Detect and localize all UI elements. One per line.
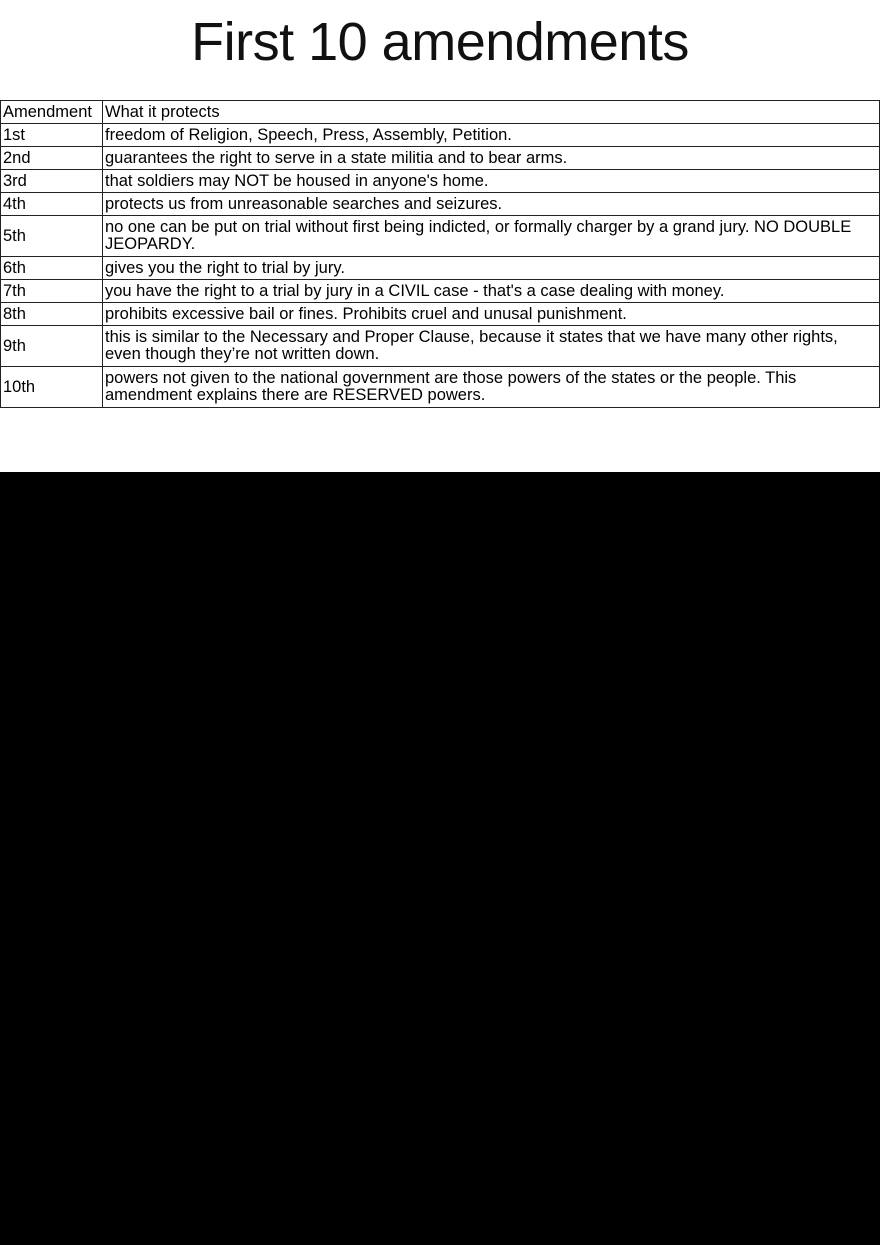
amendment-cell: 9th [1,326,103,367]
protects-cell: freedom of Religion, Speech, Press, Assembly, Petition. [103,124,880,147]
amendments-table [0,100,880,408]
amendment-cell: 2nd [1,147,103,170]
table-row [1,170,880,193]
table-header-row [1,101,880,124]
table-row [1,124,880,147]
protects-cell: that soldiers may NOT be housed in anyone's home. [103,170,880,193]
document-page [0,0,880,472]
protects-cell: prohibits excessive bail or fines. Prohibits cruel and unusal punishment. [103,303,880,326]
column-header-what-it-protects: What it protects [103,101,880,124]
amendment-cell: 4th [1,193,103,216]
protects-cell: you have the right to a trial by jury in a CIVIL case - that's a case dealing with money. [103,280,880,303]
table-row [1,280,880,303]
amendment-cell: 1st [1,124,103,147]
blank-black-area [0,472,880,1245]
page-title: First 10 amendments [191,12,689,72]
protects-cell: this is similar to the Necessary and Proper Clause, because it states that we have many other rights, even though they’re not written down. [103,326,880,367]
table-row [1,257,880,280]
protects-cell: guarantees the right to serve in a state militia and to bear arms. [103,147,880,170]
amendment-cell: 3rd [1,170,103,193]
table-row [1,147,880,170]
protects-cell: no one can be put on trial without first being indicted, or formally charger by a grand jury. NO DOUBLE JEOPARDY. [103,216,880,257]
protects-cell: protects us from unreasonable searches and seizures. [103,193,880,216]
amendment-cell: 8th [1,303,103,326]
column-header-amendment: Amendment [1,101,103,124]
table-row [1,216,880,257]
amendment-cell: 5th [1,216,103,257]
table-row [1,193,880,216]
protects-cell: gives you the right to trial by jury. [103,257,880,280]
table-row [1,367,880,408]
amendment-cell: 10th [1,367,103,408]
table-row [1,303,880,326]
table-row [1,326,880,367]
amendment-cell: 7th [1,280,103,303]
protects-cell: powers not given to the national government are those powers of the states or the people. This amendment explains there are RESERVED powers. [103,367,880,408]
amendment-cell: 6th [1,257,103,280]
